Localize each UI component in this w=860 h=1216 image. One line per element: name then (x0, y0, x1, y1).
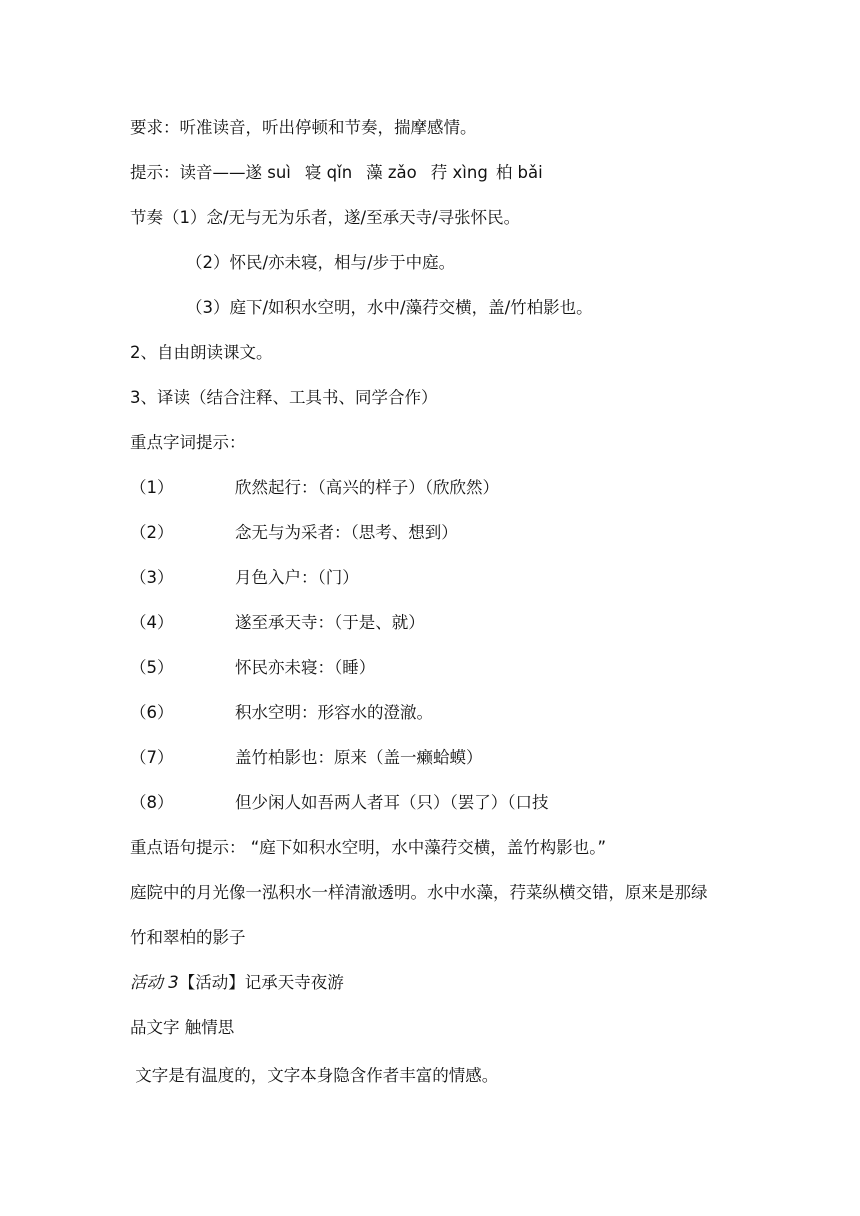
translation-line-2: 竹和翠柏的影子 (130, 928, 246, 947)
key-word-number: （4） (130, 613, 174, 632)
key-word-text: 欣然起行：（高兴的样子）（欣欣然） (235, 478, 499, 497)
key-word-text: 但少闲人如吾两人者耳（只）（罢了）（口技 (235, 793, 549, 812)
requirement-line: 要求：听准读音，听出停顿和节奏，揣摩感情。 (130, 118, 477, 137)
key-word-text: 遂至承天寺：（于是、就） (235, 613, 425, 632)
hint-word-zao: 藻 zǎo (366, 163, 417, 182)
rhythm-line-1: 节奏（1）念/无与无为乐者，遂/至承天寺/寻张怀民。 (130, 208, 521, 227)
key-word-number: （5） (130, 658, 174, 677)
activity-prefix: 活动 3 (130, 973, 179, 992)
rhythm-line-2: （2）怀民/亦未寝，相与/步于中庭。 (186, 253, 456, 272)
hint-word-xing: 荇 xìng (430, 163, 488, 182)
key-word-number: （1） (130, 478, 174, 497)
activity-heading (130, 973, 344, 993)
key-sentence-line: 重点语句提示： “庭下如积水空明，水中藻荇交横，盖竹构影也。” (130, 838, 607, 857)
key-word-number: （2） (130, 523, 174, 542)
hint-label: 提示：读音——遂 suì (130, 163, 291, 182)
pronunciation-hint-line (130, 163, 543, 183)
rhythm-line-3: （3）庭下/如积水空明，水中/藻荇交横，盖/竹柏影也。 (186, 298, 593, 317)
key-word-number: （7） (130, 748, 174, 767)
key-word-text: 积水空明：形容水的澄澈。 (235, 703, 433, 722)
hint-word-bai: 柏 bǎi (495, 163, 543, 182)
translation-line-1: 庭院中的月光像一泓积水一样清澈透明。水中水藻，荇菜纵横交错，原来是那绿 (130, 883, 708, 902)
key-word-number: （6） (130, 703, 174, 722)
key-word-text: 念无与为采者：（思考、想到） (235, 523, 458, 542)
activity-title: 【活动】记承天寺夜游 (178, 973, 344, 992)
key-word-number: （8） (130, 793, 174, 812)
step-2-line: 2、自由朗读课文。 (130, 343, 273, 362)
closing-line: 文字是有温度的，文字本身隐含作者丰富的情感。 (130, 1066, 499, 1085)
section-title: 品文字 触情思 (130, 1018, 235, 1037)
key-words-title: 重点字词提示： (130, 433, 246, 452)
hint-word-qin: 寝 qǐn (304, 163, 353, 182)
key-word-text: 怀民亦未寝：（睡） (235, 658, 376, 677)
key-word-number: （3） (130, 568, 174, 587)
key-word-text: 盖竹柏影也：原来（盖一癞蛤蟆） (235, 748, 483, 767)
key-word-text: 月色入户：（门） (235, 568, 359, 587)
step-3-line: 3、译读（结合注释、工具书、同学合作） (130, 388, 438, 407)
